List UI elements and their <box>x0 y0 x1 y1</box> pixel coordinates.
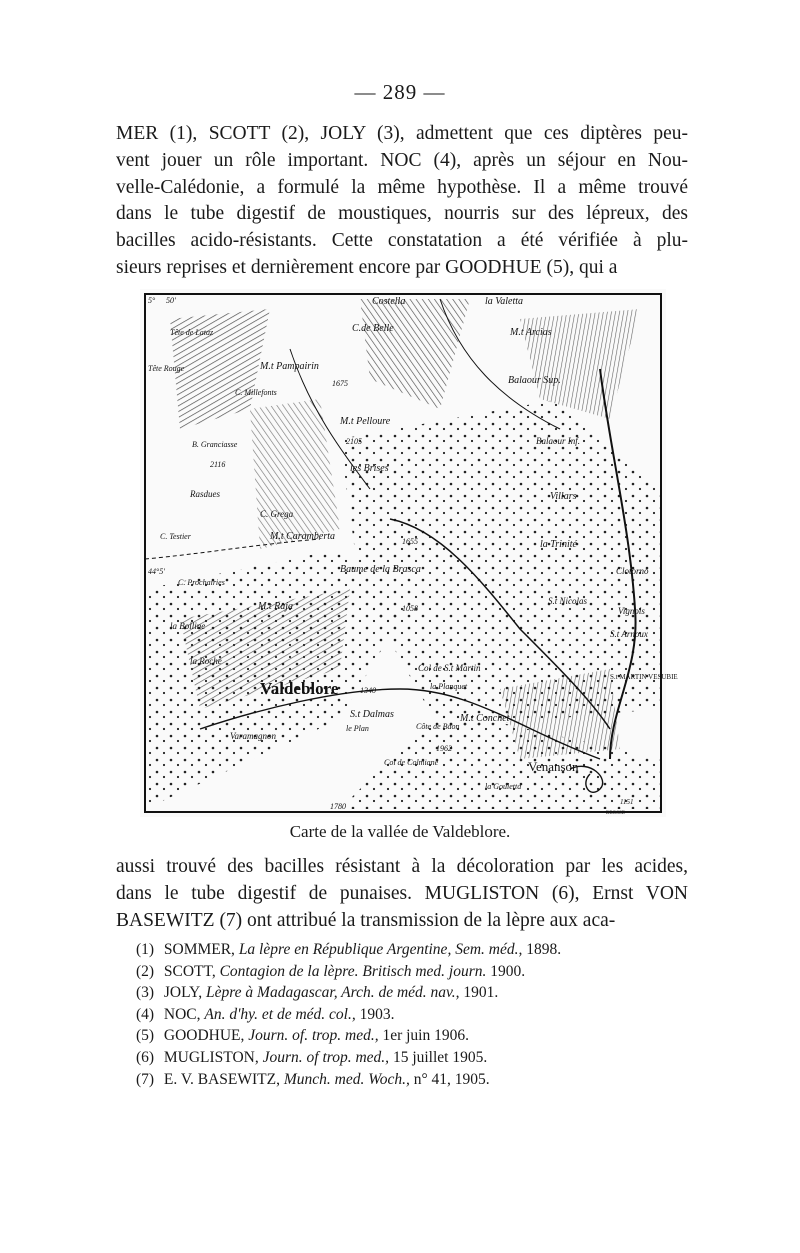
map-label: M.t Arcias <box>510 327 552 338</box>
map-label: Clotorno <box>616 566 649 576</box>
map-label: C.de Belle <box>352 323 394 334</box>
text-line: vent jouer un rôle important. NOC (4), après un séjour en Nou- <box>116 149 688 171</box>
map-label: M.t Pampairin <box>260 361 319 372</box>
valley-map <box>140 289 678 817</box>
footnote: (4) NOC, An. d'hy. et de méd. col., 1903. <box>136 1005 395 1023</box>
footnote: (3) JOLY, Lèpre à Madagascar, Arch. de méd. nav., 1901. <box>136 984 499 1002</box>
map-label: B. Granciasse <box>192 440 238 449</box>
map-label: Vignols <box>618 606 645 616</box>
map-label: S.t MARTIN VESUBIE <box>610 673 678 681</box>
map-label: les Brises <box>350 463 389 474</box>
text-line: MER (1), SCOTT (2), JOLY (3), admettent que ces diptères peu- <box>116 123 688 144</box>
map-label: 5° <box>148 296 156 305</box>
map-label: le Plan <box>346 724 369 733</box>
map-label: S.t Arnoux <box>610 629 648 639</box>
map-label: la Valetta <box>485 296 524 307</box>
map-label: 1151 <box>620 798 634 806</box>
text-line: sieurs reprises et dernièrement encore par GOODHUE (5), qui a <box>116 256 618 278</box>
map-label: Col de Colmiane <box>384 758 439 767</box>
figure-caption: Carte de la vallée de Valdeblore. <box>289 822 511 841</box>
page-number: — 289 — <box>354 80 446 104</box>
map-label: Varamagnon <box>230 731 277 741</box>
map-label: 1058 <box>402 604 418 613</box>
map-label: 1962 <box>436 744 452 753</box>
map-label: C. Testier <box>160 532 191 541</box>
map-label: Valdeblore <box>260 679 339 698</box>
map-label: Tête de Lataz <box>170 328 214 337</box>
text-line: dans le tube digestif de punaises. MUGLISTON (6), Ernst VON <box>116 882 688 904</box>
map-label: la Roche <box>190 656 222 666</box>
map-label: la Trinité <box>540 539 577 550</box>
map-label: 44°5' <box>148 567 165 576</box>
map-label: la Gouletta <box>485 782 522 791</box>
text-line: dans le tube digestif de moustiques, nourris sur des lépreux, des <box>116 203 688 225</box>
footnote: (6) MUGLISTON, Journ. of trop. med., 15 juillet 1905. <box>136 1048 488 1066</box>
paragraph-bottom <box>116 854 688 934</box>
footnote: (7) E. V. BASEWITZ, Munch. med. Woch., n° 41, 1905. <box>136 1070 490 1088</box>
map-label: M.t Conchet <box>460 713 510 724</box>
text-line: velle-Calédonie, a formulé la même hypothèse. Il a même trouvé <box>116 176 688 198</box>
footnote: (1) SOMMER, La lèpre en République Argentine, Sem. méd., 1898. <box>136 941 562 958</box>
map-label: Balaour Inf. <box>536 436 580 446</box>
map-label: Tête Rouge <box>148 364 185 373</box>
paragraph-top <box>116 121 688 282</box>
map-label: M.t Pelloure <box>340 416 391 427</box>
map-label: BROSSE <box>606 811 625 816</box>
map-label: 1655 <box>402 537 418 546</box>
map-label: M.t Raja <box>258 601 293 612</box>
footnotes <box>136 939 696 1090</box>
map-label: Côte de Baon <box>416 722 460 731</box>
map-label: Rasdues <box>190 489 220 499</box>
map-label: Costella <box>372 296 406 307</box>
map-label: Villars <box>550 491 577 502</box>
map-label: C. Grega <box>260 509 294 519</box>
footnote: (2) SCOTT, Contagion de la lèpre. Britisch med. journ. 1900. <box>136 962 526 980</box>
map-label: Baume de la Brasca <box>340 564 421 575</box>
map-label: 2105 <box>346 437 362 446</box>
footnote: (5) GOODHUE, Journ. of. trop. med., 1er juin 1906. <box>136 1027 469 1045</box>
map-label: Balaour Sup. <box>508 375 561 386</box>
map-label: 1675 <box>332 379 348 388</box>
map-label: Col de S.t Martin <box>418 663 481 673</box>
map-label: la Bolline <box>170 621 206 631</box>
map-label: S.t Nicolas <box>548 596 588 606</box>
map-label: C. Prochairies <box>178 578 225 587</box>
map-label: 1780 <box>330 802 346 811</box>
text-line: aussi trouvé des bacilles résistant à la décoloration par les acides, <box>116 856 688 877</box>
map-label: S.t Dalmas <box>350 709 394 720</box>
map-label: 50' <box>166 296 176 305</box>
map-label: Venanson <box>528 759 579 774</box>
text-line: BASEWITZ (7) ont attribué la transmission de la lèpre aux aca- <box>116 909 616 931</box>
text-line: bacilles acido-résistants. Cette constatation a été vérifiée à plu- <box>116 230 688 252</box>
map-label: 1340 <box>360 686 376 695</box>
map-label: 2116 <box>210 460 226 469</box>
map-label: M.t Caramberta <box>270 531 335 542</box>
map-label: la Planquet <box>430 682 468 691</box>
map-label: C. Millefonts <box>235 388 277 397</box>
